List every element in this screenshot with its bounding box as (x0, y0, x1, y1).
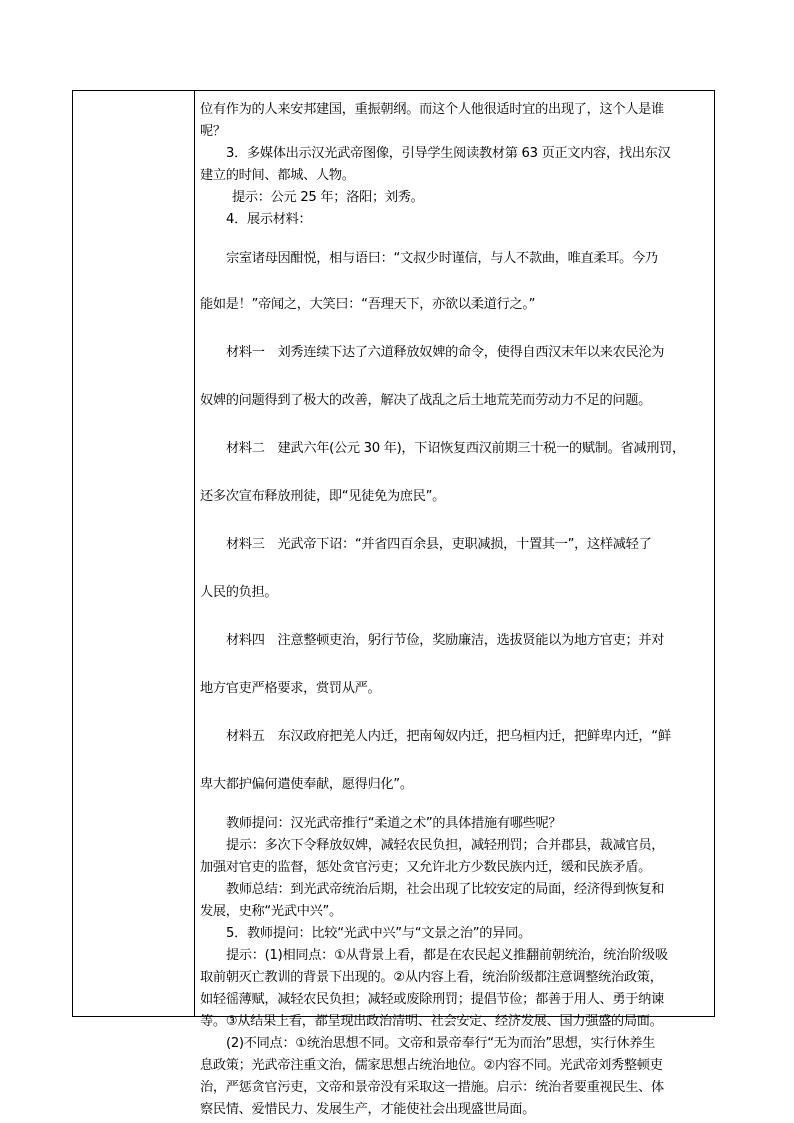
text-line: 5．教师提问：比较“光武中兴”与“文景之治”的异同。 (226, 926, 531, 941)
text-line: 建立的时间、都城、人物。 (200, 168, 355, 183)
text-line: 提示：多次下令释放奴婢，减轻农民负担，减轻刑罚；合并郡县，裁减官员， (226, 838, 665, 853)
text-line: 4．展示材料： (226, 212, 312, 227)
lesson-table (72, 90, 715, 1117)
material-line: 奴婢的问题得到了极大的改善，解决了战乱之后土地荒芜而劳动力不足的问题。 (200, 393, 652, 408)
text-line: 呢？ (200, 124, 226, 139)
material-line: 材料一 刘秀连续下达了六道释放奴婢的命令，使得自西汉末年以来农民沦为 (226, 345, 665, 360)
text-line: 治，严惩贪官污吏，文帝和景帝没有采取这一措施。启示：统治者要重视民生、体 (200, 1080, 664, 1095)
text-line: (2)不同点：①统治思想不同。文帝和景帝奉行“无为而治”思想，实行休养生 (226, 1036, 655, 1051)
quote-line: 宗室诸母因酣悦，相与语曰：“文叔少时谨信，与人不款曲，唯直柔耳。今乃 (226, 251, 658, 266)
intro-block (200, 99, 712, 231)
text-line: 等。③从结果上看，都呈现出政治清明、社会安定、经济发展、国力强盛的局面。 (200, 1014, 663, 1029)
text-line: 如轻徭薄赋，减轻农民负担；减轻或废除刑罚；提倡节俭；都善于用人、勇于纳谏 (200, 992, 664, 1007)
text-line: 教师总结：到光武帝统治后期，社会出现了比较安定的局面，经济得到恢复和 (226, 882, 665, 897)
text-line: 取前朝灭亡教训的背景下出现的。②从内容上看，统治阶级都注意调整统治政策， (200, 970, 663, 985)
materials-block (200, 237, 712, 809)
text-line: 提示：公元 25 年；洛阳；刘秀。 (232, 190, 424, 205)
material-line: 材料五 东汉政府把羌人内迁，把南匈奴内迁，把乌桓内迁，把鲜卑内迁，“鲜 (226, 729, 671, 744)
text-line: 提示：(1)相同点：①从背景上看，都是在农民起义推翻前朝统治，统治阶级吸 (226, 948, 668, 963)
discussion-block (200, 813, 712, 1121)
text-line: 加强对官吏的监督，惩处贪官污吏；又允许北方少数民族内迁，缓和民族矛盾。 (200, 860, 652, 875)
material-line: 卑大都护偏何遣使奉献，愿得归化”。 (200, 777, 413, 792)
material-line: 材料二 建武六年(公元 30 年)，下诏恢复西汉前期三十税一的赋制。省减刑罚， (226, 441, 685, 456)
text-line: 察民情、爱惜民力、发展生产，才能使社会出现盛世局面。 (200, 1102, 536, 1117)
material-line: 地方官吏严格要求，赏罚从严。 (200, 681, 381, 696)
text-line: 发展，史称“光武中兴”。 (200, 904, 342, 919)
material-line: 还多次宣布释放刑徒，即“见徒免为庶民”。 (200, 489, 446, 504)
column-divider (194, 91, 195, 1016)
material-line: 材料四 注意整顿吏治，躬行节俭，奖励廉洁，选拔贤能以为地方官吏；并对 (226, 633, 665, 648)
text-line: 3．多媒体出示汉光武帝图像，引导学生阅读教材第 63 页正文内容，找出东汉 (226, 146, 671, 161)
lesson-content-cell (200, 99, 712, 1121)
quote-line: 能如是！”帝闻之，大笑曰：“吾理天下，亦欲以柔道行之。” (200, 297, 536, 312)
text-line: 息政策；光武帝注重文治，儒家思想占统治地位。②内容不同。光武帝刘秀整顿吏 (200, 1058, 663, 1073)
material-line: 人民的负担。 (200, 585, 278, 600)
text-line: 位有作为的人来安邦建国，重振朝纲。而这个人他很适时宜的出现了，这个人是谁 (200, 102, 664, 117)
text-line: 教师提问：汉光武帝推行“柔道之术”的具体措施有哪些呢？ (226, 816, 562, 831)
material-line: 材料三 光武帝下诏：“并省四百余县，吏职减损，十置其一”，这样减轻了 (226, 537, 652, 552)
